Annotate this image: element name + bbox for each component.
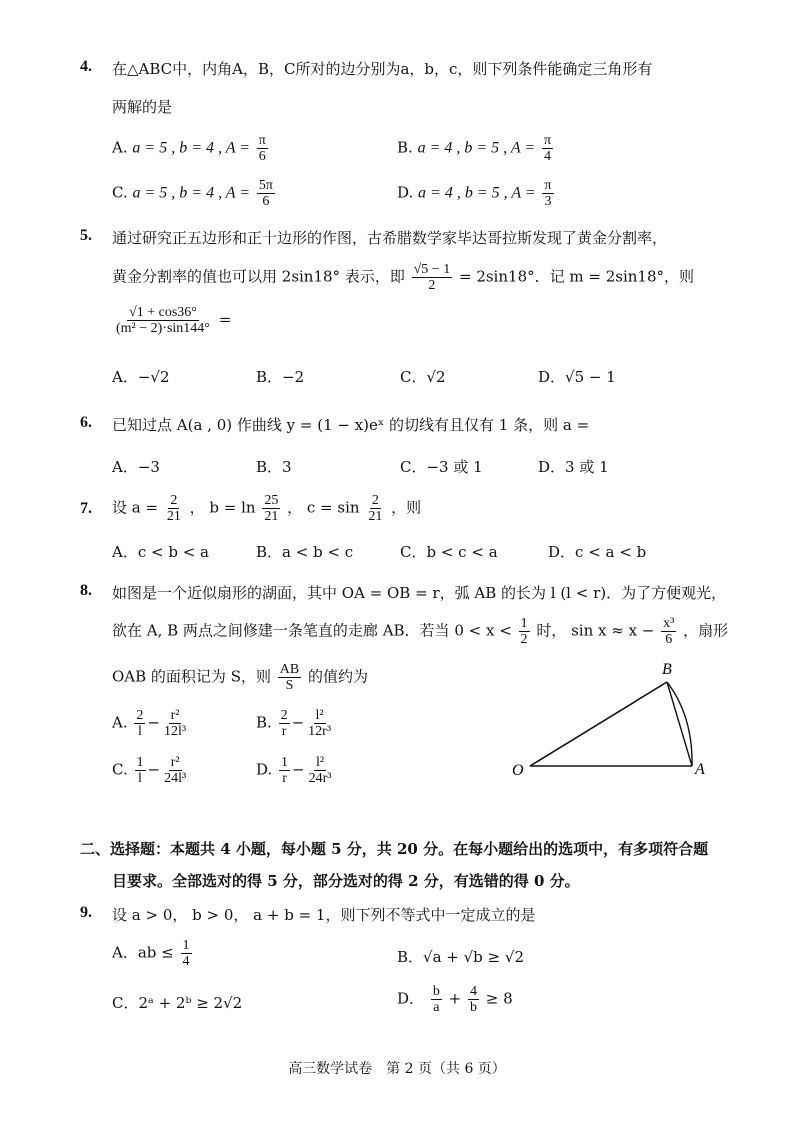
q5-expression-eq: = <box>218 310 232 329</box>
q8-stem-line3 <box>112 662 368 693</box>
q9-option-a-text: A．ab ≤ <box>112 943 174 962</box>
q4-option-a <box>112 133 270 164</box>
q8-line2-post: ，扇形 <box>683 621 729 640</box>
q8-option-b-label: B. <box>256 713 272 732</box>
q9-option-b: B．√a + √b ≥ √2 <box>397 948 524 966</box>
q8-option-c-label: C. <box>112 760 128 779</box>
sector-radius-ob <box>530 682 667 766</box>
q8-line2-mid: 时， sin x ≈ x − <box>536 621 655 640</box>
q4-option-c-text: a = 5 , b = 4 , A = <box>132 184 251 202</box>
q8-line3-post: 的值约为 <box>307 667 368 686</box>
section2-heading-line1: 二、选择题：本题共 4 小题，每小题 5 分，共 20 分。在每小题给出的选项中，有多项符合题 <box>80 840 709 858</box>
q5-option-d: D．√5 − 1 <box>538 368 616 386</box>
q7-b-fraction: $\frac{25}{21}$ <box>264 493 279 524</box>
q8-option-a-frac1: $\frac{2}{l}$ <box>136 708 144 739</box>
q8-line3-pre: OAB 的面积记为 S，则 <box>112 667 271 686</box>
q8-option-a-label: A. <box>112 713 128 732</box>
q7-option-c: C．b < c < a <box>400 543 498 561</box>
q8-option-c: C. $\frac{1}{l}$ − $\frac{\text{r²}}{\text{24l³}}$ <box>112 755 187 786</box>
q7-c-fraction: $\frac{2}{21}$ <box>368 493 383 524</box>
q8-option-b: B. $\frac{2}{r}$ − $\frac{\text{l²}}{\text{12r³}}$ <box>256 708 332 739</box>
q4-stem-line2: 两解的是 <box>112 98 173 116</box>
q5-option-c: C．√2 <box>400 368 446 386</box>
q8-ratio-fraction: $\frac{AB}{S}$ <box>279 662 300 693</box>
q4-option-b-fraction: $\frac{\pi}{4}$ <box>543 133 552 164</box>
q8-stem-line2 <box>112 616 728 647</box>
q6-option-a: A．−3 <box>112 458 160 476</box>
q8-line2-pre: 欲在 A, B 两点之间修建一条笔直的走廊 AB．若当 0 < x < <box>112 621 512 640</box>
q8-option-d: D. $\frac{1}{r}$ − $\frac{\text{l²}}{\text{24r³}}$ <box>256 755 332 786</box>
q9-option-d <box>397 984 513 1015</box>
q4-option-a-text: a = 5 , b = 4 , A = <box>132 139 250 157</box>
q9-option-a-fraction: $\frac{1}{4}$ <box>182 938 190 969</box>
q9-option-d-frac1: $\frac{b}{a}$ <box>432 984 440 1015</box>
q8-half-fraction: $\frac{1}{2}$ <box>520 616 528 647</box>
q9-option-d-frac2: $\frac{4}{b}$ <box>469 984 477 1015</box>
q7-option-d: D．c < a < b <box>548 543 647 561</box>
figure-label-a: A <box>695 761 705 778</box>
q9-number: 9. <box>80 904 92 921</box>
q9-option-d-plus: + <box>448 989 462 1008</box>
q7-post: ，则 <box>391 498 422 517</box>
q7-a-label: 设 a = <box>112 498 159 517</box>
q4-option-c-fraction: $\frac{5\pi}{6}$ <box>258 178 273 209</box>
q8-option-a: A. $\frac{2}{l}$ − $\frac{\text{r²}}{\text{12l³}}$ <box>112 708 187 739</box>
q5-line2-pre: 黄金分割率的值也可以用 2sin18° 表示，即 <box>112 267 405 286</box>
q6-number: 6. <box>80 414 92 431</box>
section2-heading-line2: 目要求。全部选对的得 5 分，部分选对的得 2 分，有选错的得 0 分。 <box>112 872 580 890</box>
q5-option-b: B．−2 <box>256 368 305 386</box>
q5-expression-fraction: $\frac{√1 + \cos 36^\circ}{\text{(m² − 2)·sin144°}}$ <box>116 305 210 336</box>
q6-stem: 已知过点 A(a , 0) 作曲线 y = (1 − x)eˣ 的切线有且仅有 1 条，则 a = <box>112 416 590 434</box>
q6-option-b: B．3 <box>256 458 292 476</box>
q8-stem-line1: 如图是一个近似扇形的湖面，其中 OA = OB = r，弧 AB 的长为 l (l < r)．为了方便观光， <box>112 584 727 602</box>
q8-sector-figure <box>510 656 715 781</box>
q4-option-b-label: B. <box>397 138 413 157</box>
q8-option-a-frac2: $\frac{\text{r²}}{\text{12l³}}$ <box>163 708 187 739</box>
q5-line2-post: = 2sin18°．记 m = 2sin18°，则 <box>458 267 694 286</box>
q4-option-b-text: a = 4 , b = 5 , A = <box>417 139 536 157</box>
q4-option-c-label: C. <box>112 183 128 202</box>
q4-option-d-text: a = 4 , b = 5 , A = <box>418 184 536 202</box>
q9-option-a <box>112 938 194 969</box>
figure-label-b: B <box>662 661 672 678</box>
q4-option-a-label: A. <box>112 138 128 157</box>
sector-chord-ab <box>667 682 692 766</box>
q7-option-b: B．a < b < c <box>256 543 354 561</box>
q8-option-d-frac2: $\frac{\text{l²}}{\text{24r³}}$ <box>308 755 332 786</box>
q8-option-c-frac2: $\frac{\text{r²}}{\text{24l³}}$ <box>164 755 187 786</box>
q5-golden-fraction: $\frac{√5 - 1}{2}$ <box>413 262 451 293</box>
q5-expression <box>112 305 231 336</box>
q4-stem-line1: 在△ABC中，内角A，B，C所对的边分别为a，b，c，则下列条件能确定三角形有 <box>112 60 653 78</box>
q9-option-d-label: D． <box>397 989 425 1008</box>
q9-option-c: C．2ᵃ + 2ᵇ ≥ 2√2 <box>112 994 243 1012</box>
q4-option-c <box>112 178 277 209</box>
q4-option-d-fraction: $\frac{\pi}{3}$ <box>544 178 552 209</box>
q8-number: 8. <box>80 582 92 599</box>
q5-stem-line2 <box>112 262 694 293</box>
q4-number: 4. <box>80 58 92 75</box>
q8-option-d-label: D. <box>256 760 273 779</box>
q7-stem <box>112 493 421 524</box>
q7-a-fraction: $\frac{2}{21}$ <box>166 493 181 524</box>
q4-option-a-fraction: $\frac{\pi}{6}$ <box>258 133 266 164</box>
q6-option-c: C．−3 或 1 <box>400 458 483 476</box>
q5-stem-line1: 通过研究正五边形和正十边形的作图，古希腊数学家毕达哥拉斯发现了黄金分割率， <box>112 229 668 247</box>
q8-cube-fraction: $\frac{\text{x³}}{6}$ <box>663 616 675 647</box>
q5-number: 5. <box>80 227 92 244</box>
page-footer: 高三数学试卷 第 2 页（共 6 页） <box>288 1061 506 1077</box>
q7-option-a: A．c < b < a <box>112 543 209 561</box>
q8-option-c-frac1: $\frac{1}{l}$ <box>136 755 144 786</box>
q4-option-d <box>397 178 556 209</box>
q4-option-b <box>397 133 555 164</box>
q8-option-d-frac1: $\frac{1}{r}$ <box>281 755 289 786</box>
q7-number: 7. <box>80 500 92 517</box>
q4-option-d-label: D. <box>397 183 414 202</box>
q9-option-d-post: ≥ 8 <box>485 989 513 1008</box>
figure-label-o: O <box>512 762 524 779</box>
q9-stem: 设 a > 0， b > 0， a + b = 1，则下列不等式中一定成立的是 <box>112 906 536 924</box>
q7-c-label: ， c = sin <box>287 498 360 517</box>
q5-option-a: A．−√2 <box>112 368 170 386</box>
q7-b-label: ， b = ln <box>189 498 256 517</box>
q6-option-d: D．3 或 1 <box>538 458 609 476</box>
q8-option-b-frac2: $\frac{\text{l²}}{\text{12r³}}$ <box>308 708 332 739</box>
q8-option-b-frac1: $\frac{2}{r}$ <box>280 708 288 739</box>
